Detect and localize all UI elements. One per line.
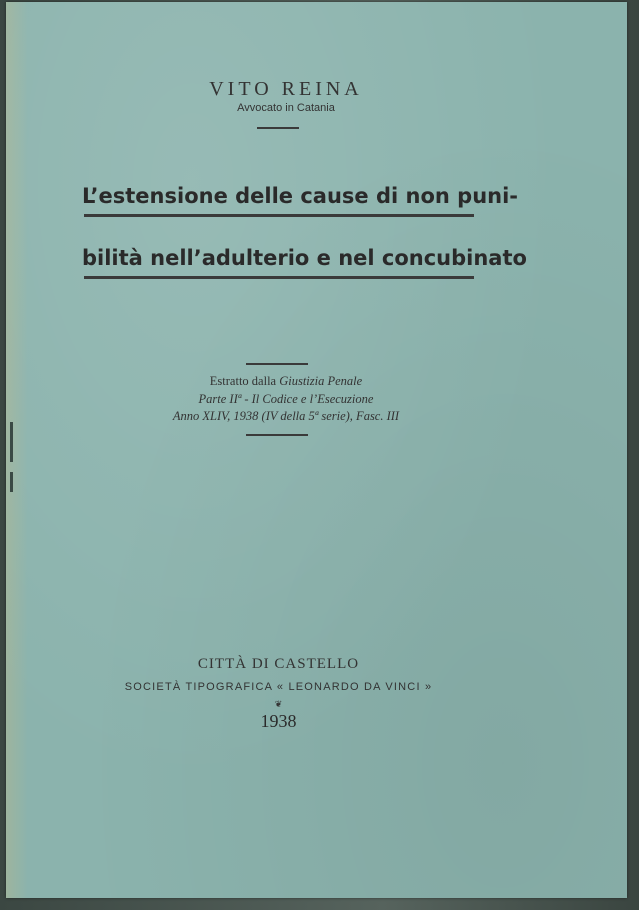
extract-part: Parte IIª - Il Codice e l’Esecuzione [198,392,374,406]
title-line-1: L’estensione delle cause di non puni- [82,184,519,208]
extract-line-1 [6,374,566,389]
publication-year: 1938 [260,711,297,731]
extract-line-2 [6,392,566,407]
extract-year-prefix: Anno XLIV, [172,409,234,423]
extract-line-3 [6,409,566,424]
extract-bottom-divider [246,434,308,436]
title-underline-1 [84,214,474,217]
extract-prefix: Estratto dalla [209,374,280,388]
title-underline-2 [84,276,474,279]
extract-series: (IV della 5ª serie), Fasc. III [258,409,400,423]
publisher-society: SOCIETÀ TIPOGRAFICA « LEONARDO DA VINCI » [124,681,433,693]
spine-staple [10,422,13,462]
author-divider [257,127,299,129]
ornament-icon: ❦ [274,699,283,709]
journal-name: Giustizia Penale [279,374,363,388]
author-name: VITO REINA [209,78,363,100]
booklet-cover [6,2,627,898]
publisher-city: CITTÀ DI CASTELLO [197,656,360,672]
extract-top-divider [246,363,308,365]
spine-staple-lower [10,472,13,492]
author-subtitle: Avvocato in Catania [237,102,335,114]
title-line-2: bilità nell’adulterio e nel concubinato [82,246,527,270]
extract-year: 1938 [233,409,259,423]
